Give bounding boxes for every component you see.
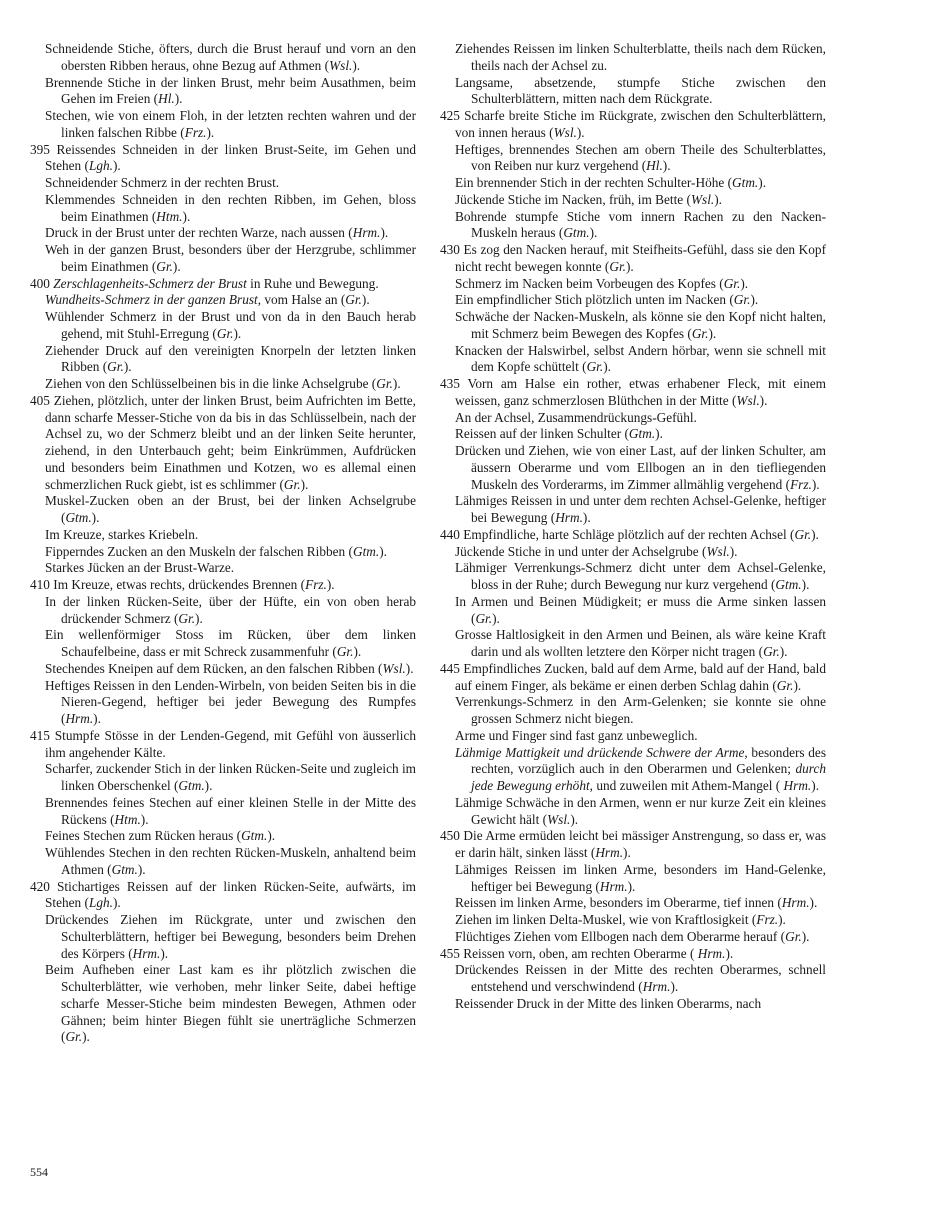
- symptom-entry: Im Kreuze, starkes Kriebeln.: [45, 526, 199, 542]
- symptom-entry: 415 Stumpfe Stösse in der Lenden-Gegend, mit Gefühl von äusserlich ihm angehender Kälte.: [30, 727, 416, 760]
- right-column: [440, 41, 826, 1013]
- symptom-entry: Ziehen von den Schlüsselbeinen bis in die linke Achselgrube (Gr.).: [45, 376, 401, 391]
- symptom-entry: Lähmiges Reissen im linken Arme, besonders im Hand-Gelenke, heftiger bei Bewegung (Hrm.).: [455, 861, 826, 894]
- symptom-entry: Schneidender Schmerz in der rechten Brust.: [45, 175, 280, 190]
- symptom-entry: Reissen im linken Arme, besonders im Oberarme, tief innen (Hrm.).: [455, 895, 818, 911]
- symptom-entry: Heftiges, brennendes Stechen am obern Theile des Schulterblattes, von Reiben nur kurz vergehend (Hl.).: [455, 141, 826, 174]
- symptom-entry: Knacken der Halswirbel, selbst Andern hörbar, wenn sie schnell mit dem Kopfe schüttelt (Gr.).: [455, 342, 826, 375]
- page-number: 554: [30, 1165, 48, 1179]
- symptom-entry: Reissen auf der linken Schulter (Gtm.).: [455, 426, 663, 442]
- symptom-entry: Brennende Stiche in der linken Brust, mehr beim Ausathmen, beim Gehen im Freien (Hl.).: [45, 74, 416, 107]
- symptom-entry: Jückende Stiche in und unter der Achselgrube (Wsl.).: [455, 543, 738, 559]
- symptom-entry: 425 Scharfe breite Stiche im Rückgrate, zwischen den Schulterblättern, von innen heraus (Wsl.).: [440, 108, 826, 140]
- entry-number: 455: [440, 945, 460, 961]
- symptom-entry: Grosse Haltlosigkeit in den Armen und Beinen, als wäre keine Kraft darin und als wollten letztere den Körper nicht tragen (Gr.).: [455, 627, 826, 659]
- symptom-entry: Lähmige Mattigkeit und drückende Schwere der Arme, besonders des rechten, vorzüglich auch in den Oberarmen und Gelenken; durch jede Bewegung erhöht, und zuweilen mit Athem-Mangel ( Hrm.).: [455, 744, 827, 793]
- symptom-entry: Ziehendes Reissen im linken Schulterblatte, theils nach dem Rücken, theils nach der Achsel zu.: [455, 41, 826, 73]
- entry-number: 450: [440, 828, 460, 844]
- symptom-entry: 420 Stichartiges Reissen auf der linken Rücken-Seite, aufwärts, im Stehen (Lgh.).: [30, 878, 416, 911]
- symptom-entry: An der Achsel, Zusammendrückungs-Gefühl.: [455, 409, 697, 425]
- symptom-entry: 440 Empfindliche, harte Schläge plötzlich auf der rechten Achsel (Gr.).: [440, 526, 819, 542]
- symptom-entry: Schmerz im Nacken beim Vorbeugen des Kopfes (Gr.).: [455, 275, 749, 291]
- symptom-entry: Lähmige Schwäche in den Armen, wenn er nur kurze Zeit ein kleines Gewicht hält (Wsl.).: [455, 794, 826, 827]
- symptom-entry: Drückendes Reissen in der Mitte des rechten Oberarmes, schnell entstehend und verschwindend (Hrm.).: [455, 962, 826, 994]
- symptom-entry: Feines Stechen zum Rücken heraus (Gtm.).: [45, 828, 276, 844]
- left-column: [30, 41, 416, 1046]
- symptom-entry: Ziehender Druck auf den vereinigten Knorpeln der letzten linken Ribben (Gr.).: [45, 342, 416, 375]
- symptom-entry: Druck in der Brust unter der rechten Warze, nach aussen (Hrm.).: [45, 225, 389, 241]
- symptom-entry: 435 Vorn am Halse ein rother, etwas erhabener Fleck, mit einem weissen, ganz schmerzlosen Blüthchen in der Mitte (Wsl.).: [440, 376, 826, 408]
- symptom-entry: Wundheits-Schmerz in der ganzen Brust, vom Halse an (Gr.).: [45, 292, 370, 308]
- symptom-entry: Weh in der ganzen Brust, besonders über der Herzgrube, schlimmer beim Einathmen (Gr.).: [45, 242, 416, 274]
- symptom-entry: Drücken und Ziehen, wie von einer Last, auf der linken Schulter, am äussern Oberarme und vom Ellbogen an in den tiefliegenden Muskeln des Vorderarms, im Zimmer allmählig vergehend (Frz.).: [455, 443, 826, 492]
- symptom-entry: Ein brennender Stich in der rechten Schulter-Höhe (Gtm.).: [455, 175, 767, 190]
- entry-number: 395: [30, 141, 50, 157]
- entry-number: 420: [30, 878, 50, 894]
- symptom-entry: Fipperndes Zucken an den Muskeln der falschen Ribben (Gtm.).: [45, 543, 387, 559]
- entry-number: 405: [30, 392, 50, 408]
- symptom-entry: Stechendes Kneipen auf dem Rücken, an den falschen Ribben (Wsl.).: [45, 660, 414, 676]
- symptom-entry: 410 Im Kreuze, etwas rechts, drückendes Brennen (Frz.).: [30, 577, 335, 592]
- symptom-entry: 400 Zerschlagenheits-Schmerz der Brust in Ruhe und Bewegung.: [30, 275, 379, 291]
- symptom-entry: Klemmendes Schneiden in den rechten Ribben, im Gehen, bloss beim Einathmen (Htm.).: [45, 191, 416, 224]
- symptom-entry: Bohrende stumpfe Stiche vom innern Rachen zu den Nacken-Muskeln heraus (Gtm.).: [455, 208, 826, 241]
- symptom-entry: Starkes Jücken an der Brust-Warze.: [45, 560, 235, 576]
- symptom-entry: Brennendes feines Stechen auf einer kleinen Stelle in der Mitte des Rückens (Htm.).: [45, 794, 416, 827]
- symptom-entry: 450 Die Arme ermüden leicht bei mässiger Anstrengung, so dass er, was er darin hält, sinken lässt (Hrm.).: [440, 828, 826, 860]
- entry-number: 400: [30, 275, 50, 291]
- symptom-entry: In Armen und Beinen Müdigkeit; er muss die Arme sinken lassen (Gr.).: [455, 593, 826, 626]
- entry-number: 445: [440, 660, 460, 676]
- symptom-entry: Schwäche der Nacken-Muskeln, als könne sie den Kopf nicht halten, mit Schmerz beim Bewegen des Kopfes (Gr.).: [455, 309, 826, 341]
- entry-number: 425: [440, 108, 460, 123]
- symptom-entry: Lähmiges Reissen in und unter dem rechten Achsel-Gelenke, heftiger bei Bewegung (Hrm.).: [455, 493, 826, 525]
- symptom-entry: Ziehen im linken Delta-Muskel, wie von Kraftlosigkeit (Frz.).: [455, 912, 786, 927]
- symptom-entry: Schneidende Stiche, öfters, durch die Brust herauf und vorn an den obersten Ribben heraus, ohne Bezug auf Athmen (Wsl.).: [45, 41, 416, 73]
- symptom-entry: Wühlendes Stechen in den rechten Rücken-Muskeln, anhaltend beim Athmen (Gtm.).: [45, 845, 416, 877]
- symptom-entry: Reissender Druck in der Mitte des linken Oberarms, nach: [455, 995, 762, 1011]
- symptom-entry: Stechen, wie von einem Floh, in der letzten rechten wahren und der linken falschen Ribbe (Frz.).: [45, 108, 416, 140]
- symptom-entry: 430 Es zog den Nacken herauf, mit Steifheits-Gefühl, dass sie den Kopf nicht recht bewegen konnte (Gr.).: [440, 242, 826, 274]
- symptom-entry: Lähmiger Verrenkungs-Schmerz dicht unter dem Achsel-Gelenke, bloss in der Ruhe; durch Bewegung nur kurz vergehend (Gtm.).: [455, 560, 826, 592]
- symptom-entry: Wühlender Schmerz in der Brust und von da in den Bauch herab gehend, mit Stuhl-Erregung (Gr.).: [45, 309, 416, 341]
- symptom-entry: Verrenkungs-Schmerz in den Arm-Gelenken; sie konnte sie ohne grossen Schmerz nicht biegen.: [455, 694, 826, 726]
- symptom-entry: 395 Reissendes Schneiden in der linken Brust-Seite, im Gehen und Stehen (Lgh.).: [30, 141, 416, 174]
- entry-number: 430: [440, 242, 460, 257]
- symptom-entry: Muskel-Zucken oben an der Brust, bei der linken Achselgrube (Gtm.).: [45, 493, 416, 525]
- symptom-entry: In der linken Rücken-Seite, über der Hüfte, ein von oben herab drückender Schmerz (Gr.).: [45, 593, 416, 626]
- entry-number: 410: [30, 577, 50, 592]
- symptom-entry: Drückendes Ziehen im Rückgrate, unter und zwischen den Schulterblättern, heftiger bei Bewegung, besonders beim Drehen des Körpers (Hrm.).: [45, 912, 416, 961]
- symptom-entry: Jückende Stiche im Nacken, früh, im Bette (Wsl.).: [455, 191, 722, 207]
- symptom-entry: Ein empfindlicher Stich plötzlich unten im Nacken (Gr.).: [455, 292, 759, 308]
- symptom-entry: Ein wellenförmiger Stoss im Rücken, über dem linken Schaufelbeine, dass er mit Schreck zusammenfuhr (Gr.).: [45, 627, 416, 659]
- symptom-entry: Langsame, absetzende, stumpfe Stiche zwischen den Schulterblättern, mitten nach dem Rückgrate.: [455, 74, 826, 107]
- symptom-entry: Arme und Finger sind fast ganz unbeweglich.: [455, 727, 698, 743]
- entry-number: 415: [30, 727, 50, 743]
- symptom-entry: 455 Reissen vorn, oben, am rechten Oberarme ( Hrm.).: [440, 945, 734, 961]
- symptom-entry: 405 Ziehen, plötzlich, unter der linken Brust, beim Aufrichten im Bette, dann scharfe Messer-Stiche von da bis in das Schlüsselbein, nach der Achsel zu, wo der Schmerz bleibt und an der linken Seite herunter, ziehend, in den Unterbauch geht; beim Einkrümmen, Aufdrücken und besonders beim Einathmen und Kotzen, wo es allemal einen schmerzlichen Ruck giebt, ist es schlimmer (Gr.).: [30, 392, 416, 492]
- symptom-entry: 445 Empfindliches Zucken, bald auf dem Arme, bald auf der Hand, bald auf einem Finger, als bekäme er einen derben Schlag dahin (Gr.).: [440, 660, 826, 693]
- symptom-entry: Flüchtiges Ziehen vom Ellbogen nach dem Oberarme herauf (Gr.).: [455, 928, 810, 944]
- symptom-entry: Heftiges Reissen in den Lenden-Wirbeln, von beiden Seiten bis in die Nieren-Gegend, heftiger bei jeder Bewegung des Rumpfes (Hrm.).: [45, 677, 416, 726]
- symptom-entry: Beim Aufheben einer Last kam es ihr plötzlich zwischen die Schulterblätter, wie verhoben, mehr linker Seite, dabei heftige scharfe Messer-Stiche beim mindesten Bewegen, Athmen oder Gähnen; beim hinter Biegen fühlt sie unerträgliche Schmerzen (Gr.).: [45, 962, 416, 1045]
- entry-number: 435: [440, 376, 460, 391]
- symptom-entry: Scharfer, zuckender Stich in der linken Rücken-Seite und zugleich im linken Oberschenkel (Gtm.).: [45, 761, 416, 793]
- entry-number: 440: [440, 526, 460, 542]
